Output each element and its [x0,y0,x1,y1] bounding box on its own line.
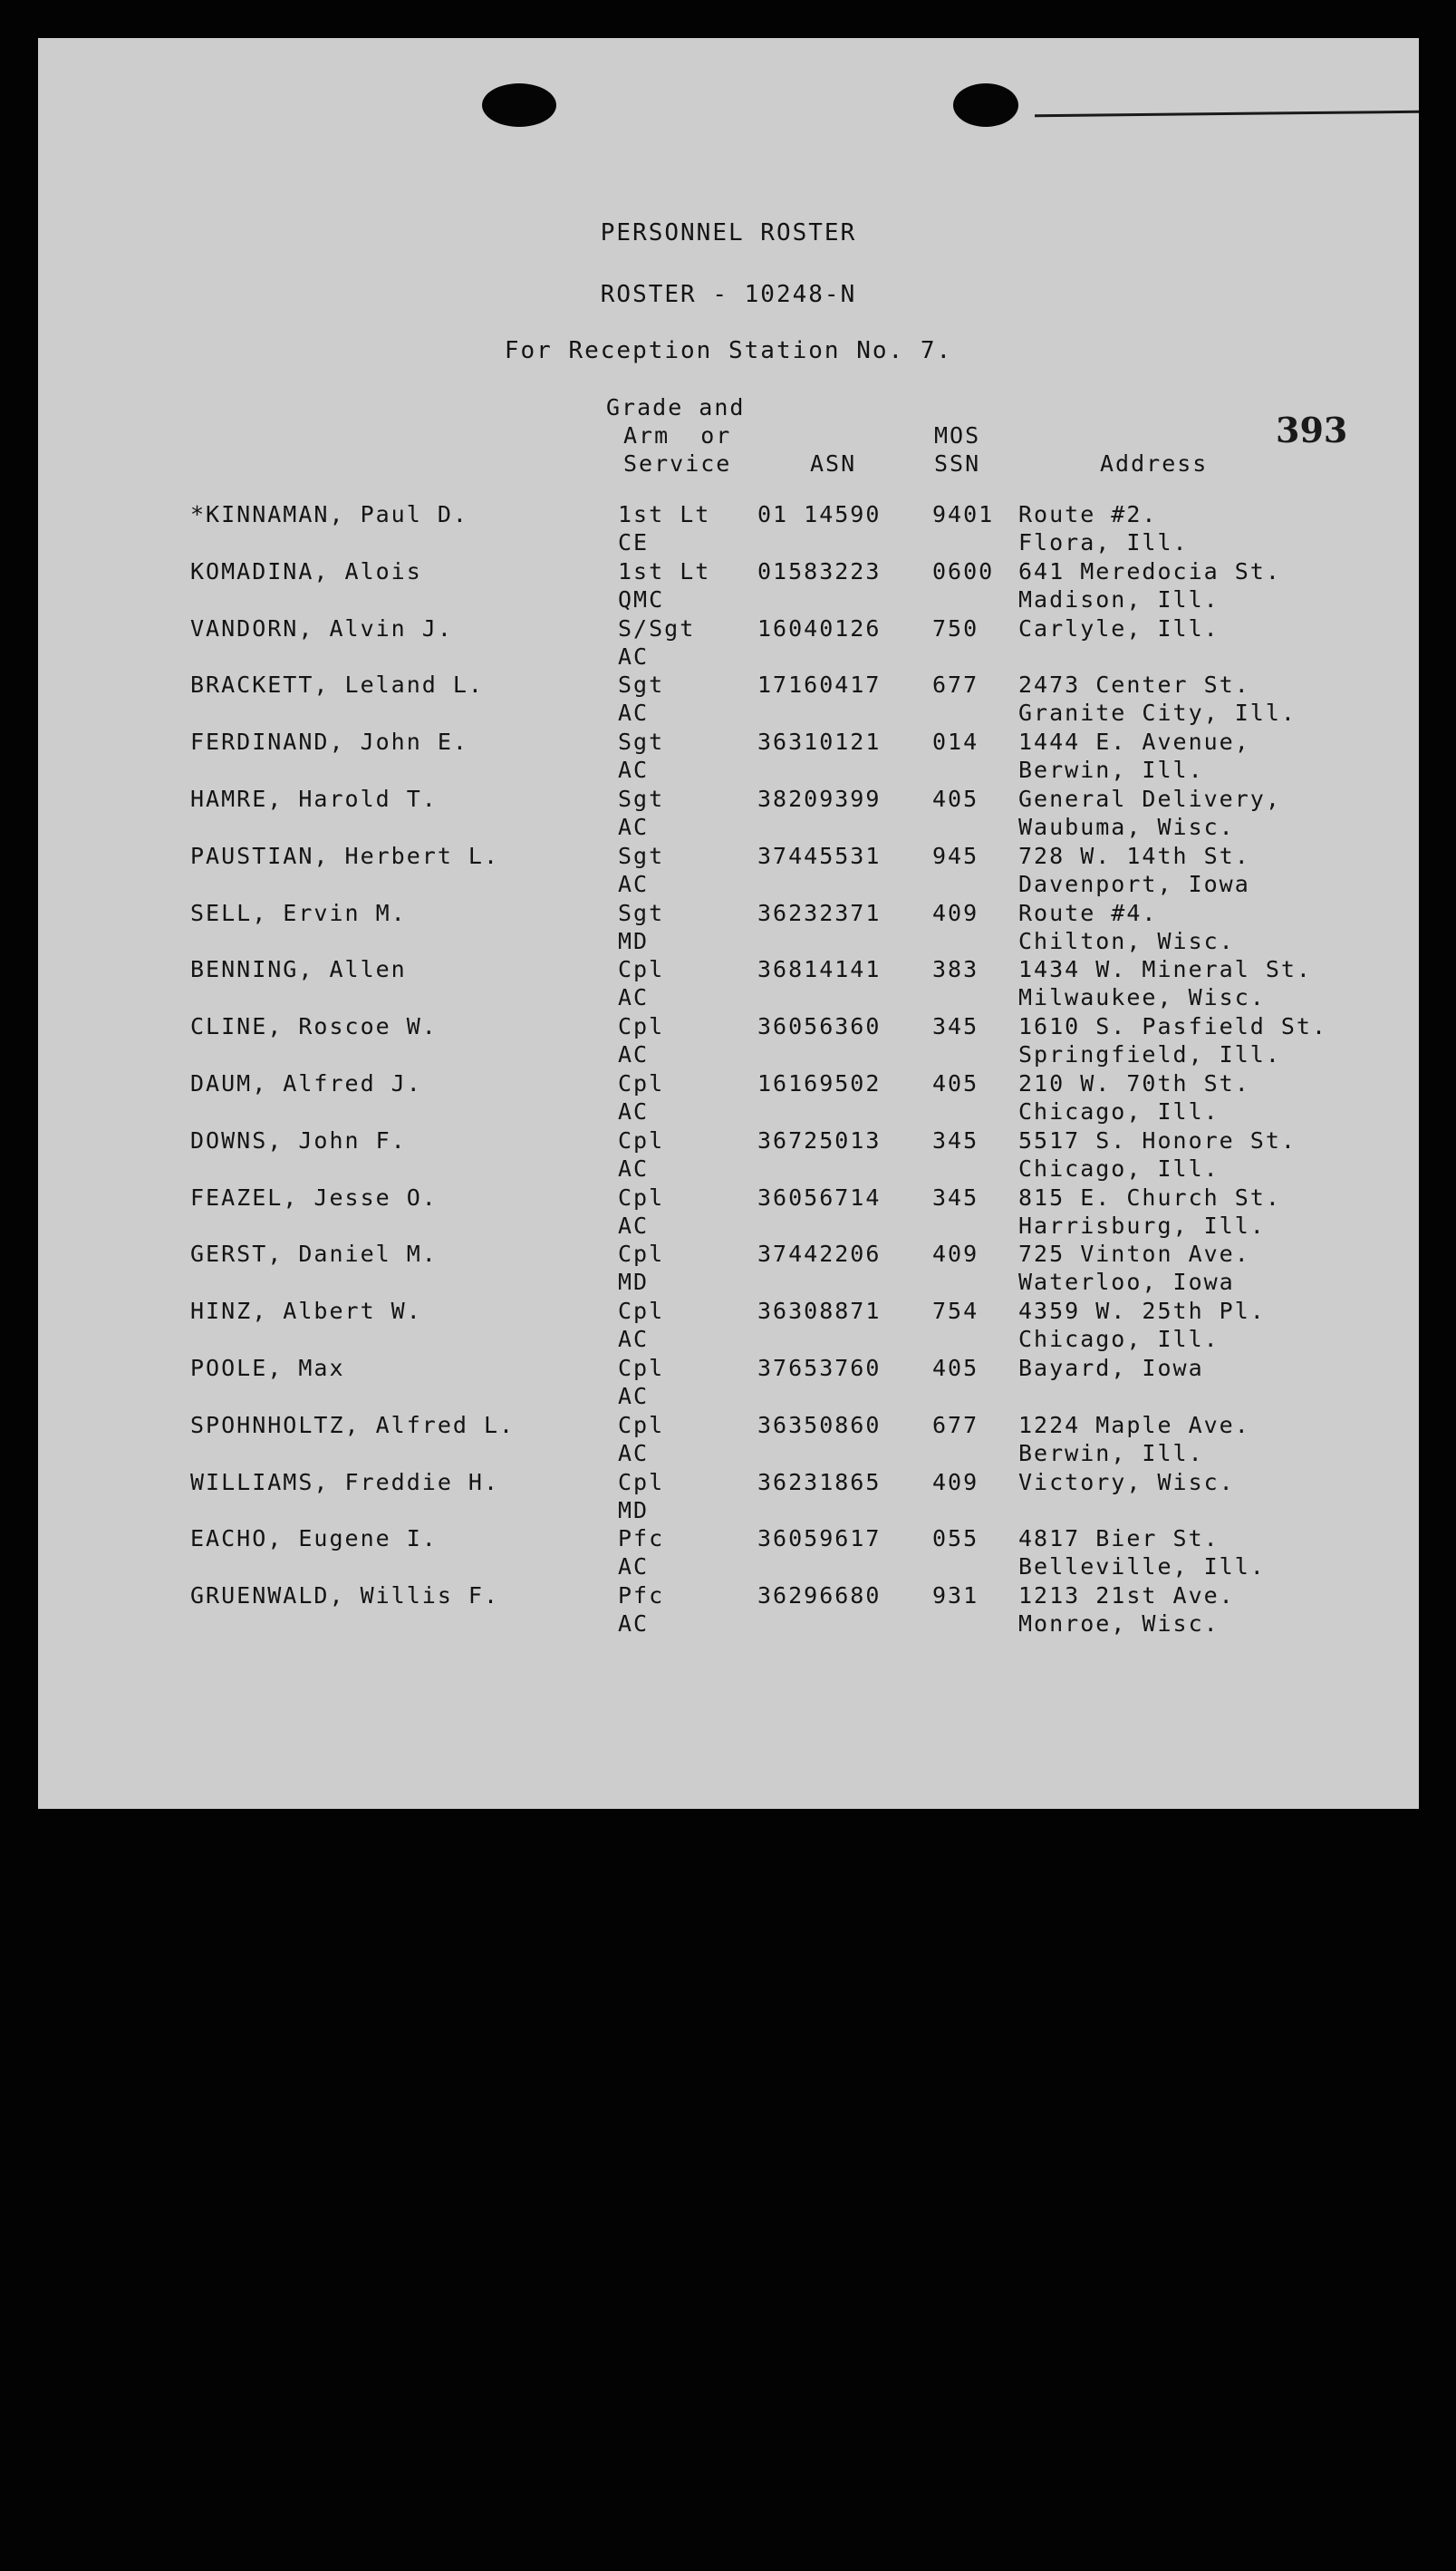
mos-cell: 409 [932,1469,979,1495]
grade-cell: Cpl [618,1298,665,1324]
header-ssn: SSN [934,450,981,477]
arm-service-cell: AC [618,1041,650,1068]
arm-service-cell: AC [618,1326,650,1352]
address-line2: Milwaukee, Wisc. [1018,984,1266,1010]
arm-service-cell: AC [618,1553,650,1580]
address-line2: Belleville, Ill. [1018,1553,1266,1580]
address-line2: Granite City, Ill. [1018,700,1297,726]
mos-cell: 677 [932,1412,979,1438]
page-number: 393 [1276,410,1348,450]
person-name: SELL, Ervin M. [190,900,407,926]
address-line1: Route #2. [1018,501,1158,527]
grade-cell: Cpl [618,1184,665,1211]
person-name: GRUENWALD, Willis F. [190,1582,500,1609]
grade-cell: Sgt [618,900,665,926]
address-line1: 728 W. 14th St. [1018,843,1250,869]
roster-row [38,899,1419,955]
address-line1: 815 E. Church St. [1018,1184,1281,1211]
address-line1: 5517 S. Honore St. [1018,1127,1297,1154]
roster-row [38,1581,1419,1638]
arm-service-cell: CE [618,529,650,556]
punch-hole-right [953,83,1018,127]
arm-service-cell: AC [618,1610,650,1637]
mos-cell: 345 [932,1013,979,1039]
address-line2: Waterloo, Iowa [1018,1269,1235,1295]
address-line2: Harrisburg, Ill. [1018,1213,1266,1239]
grade-cell: Cpl [618,1469,665,1495]
asn-cell: 37442206 [757,1241,882,1267]
asn-cell: 36725013 [757,1127,882,1154]
mos-cell: 9401 [932,501,995,527]
grade-cell: Cpl [618,1241,665,1267]
asn-cell: 36814141 [757,956,882,982]
asn-cell: 01 14590 [757,501,882,527]
mos-cell: 405 [932,1355,979,1381]
person-name: DAUM, Alfred J. [190,1070,422,1097]
arm-service-cell: AC [618,1440,650,1466]
address-line1: 1434 W. Mineral St. [1018,956,1312,982]
address-line2: Waubuma, Wisc. [1018,814,1235,840]
grade-cell: 1st Lt [618,501,711,527]
header-address: Address [1100,450,1209,477]
person-name: EACHO, Eugene I. [190,1525,438,1551]
asn-cell: 01583223 [757,558,882,585]
person-name: CLINE, Roscoe W. [190,1013,438,1039]
address-line2: Berwin, Ill. [1018,1440,1204,1466]
asn-cell: 16040126 [757,615,882,642]
roster-row [38,614,1419,671]
grade-cell: Sgt [618,729,665,755]
address-line1: 641 Meredocia St. [1018,558,1281,585]
arm-service-cell: AC [618,1213,650,1239]
person-name: PAUSTIAN, Herbert L. [190,843,500,869]
roster-row [38,1240,1419,1296]
roster-row [38,1297,1419,1353]
mos-cell: 345 [932,1127,979,1154]
address-line1: 1213 21st Ave. [1018,1582,1235,1609]
address-line1: General Delivery, [1018,786,1281,812]
punch-hole-left [482,83,556,127]
grade-cell: Cpl [618,1070,665,1097]
address-line2: Chilton, Wisc. [1018,928,1235,954]
roster-row [38,1524,1419,1580]
address-line2: Davenport, Iowa [1018,871,1250,897]
mos-cell: 055 [932,1525,979,1551]
roster-row [38,1468,1419,1524]
roster-row [38,1012,1419,1068]
asn-cell: 36350860 [757,1412,882,1438]
address-line2: Springfield, Ill. [1018,1041,1281,1068]
address-line1: 4359 W. 25th Pl. [1018,1298,1266,1324]
arm-service-cell: AC [618,1383,650,1409]
address-line2: Chicago, Ill. [1018,1326,1220,1352]
document-title: PERSONNEL ROSTER [600,219,857,246]
arm-service-cell: AC [618,1155,650,1182]
arm-service-cell: AC [618,757,650,783]
address-line2: Chicago, Ill. [1018,1098,1220,1125]
arm-service-cell: MD [618,1269,650,1295]
person-name: HAMRE, Harold T. [190,786,438,812]
person-name: BENNING, Allen [190,956,407,982]
mos-cell: 409 [932,900,979,926]
grade-cell: Cpl [618,1355,665,1381]
asn-cell: 36310121 [757,729,882,755]
roster-page [38,38,1419,1809]
arm-service-cell: AC [618,814,650,840]
arm-service-cell: AC [618,984,650,1010]
arm-service-cell: AC [618,700,650,726]
roster-row [38,728,1419,784]
roster-row [38,1354,1419,1410]
address-line1: Carlyle, Ill. [1018,615,1220,642]
address-line1: 1224 Maple Ave. [1018,1412,1250,1438]
mos-cell: 677 [932,672,979,698]
roster-row [38,1126,1419,1183]
roster-row [38,500,1419,556]
grade-cell: Cpl [618,1127,665,1154]
roster-row [38,842,1419,898]
person-name: HINZ, Albert W. [190,1298,422,1324]
person-name: WILLIAMS, Freddie H. [190,1469,500,1495]
header-grade-line2: Arm or [623,422,732,449]
address-line1: 1444 E. Avenue, [1018,729,1250,755]
person-name: *KINNAMAN, Paul D. [190,501,468,527]
address-line2: Flora, Ill. [1018,529,1189,556]
grade-cell: Pfc [618,1525,665,1551]
address-line2: Chicago, Ill. [1018,1155,1220,1182]
person-name: DOWNS, John F. [190,1127,407,1154]
asn-cell: 36059617 [757,1525,882,1551]
grade-cell: Cpl [618,956,665,982]
arm-service-cell: AC [618,1098,650,1125]
arm-service-cell: MD [618,1497,650,1523]
torn-edge-line [1035,111,1419,117]
roster-row [38,671,1419,727]
asn-cell: 36308871 [757,1298,882,1324]
mos-cell: 014 [932,729,979,755]
station-line: For Reception Station No. 7. [504,337,953,364]
roster-row [38,1069,1419,1126]
arm-service-cell: AC [618,871,650,897]
asn-cell: 17160417 [757,672,882,698]
roster-row [38,1411,1419,1467]
person-name: GERST, Daniel M. [190,1241,438,1267]
roster-row [38,1184,1419,1240]
person-name: SPOHNHOLTZ, Alfred L. [190,1412,516,1438]
grade-cell: Cpl [618,1412,665,1438]
asn-cell: 37445531 [757,843,882,869]
address-line2: Madison, Ill. [1018,586,1220,613]
asn-cell: 36232371 [757,900,882,926]
person-name: VANDORN, Alvin J. [190,615,453,642]
address-line2: Berwin, Ill. [1018,757,1204,783]
address-line1: Victory, Wisc. [1018,1469,1235,1495]
grade-cell: Sgt [618,672,665,698]
mos-cell: 750 [932,615,979,642]
roster-row [38,785,1419,841]
grade-cell: Sgt [618,843,665,869]
person-name: FEAZEL, Jesse O. [190,1184,438,1211]
header-mos: MOS [934,422,981,449]
address-line1: 725 Vinton Ave. [1018,1241,1250,1267]
arm-service-cell: MD [618,928,650,954]
mos-cell: 931 [932,1582,979,1609]
roster-number: ROSTER - 10248-N [600,281,857,308]
asn-cell: 36056714 [757,1184,882,1211]
arm-service-cell: AC [618,643,650,670]
asn-cell: 36056360 [757,1013,882,1039]
grade-cell: Sgt [618,786,665,812]
asn-cell: 38209399 [757,786,882,812]
mos-cell: 409 [932,1241,979,1267]
grade-cell: S/Sgt [618,615,696,642]
asn-cell: 36296680 [757,1582,882,1609]
roster-row [38,955,1419,1011]
address-line2: Monroe, Wisc. [1018,1610,1220,1637]
mos-cell: 405 [932,1070,979,1097]
address-line1: Route #4. [1018,900,1158,926]
arm-service-cell: QMC [618,586,665,613]
person-name: BRACKETT, Leland L. [190,672,484,698]
person-name: POOLE, Max [190,1355,345,1381]
address-line1: 1610 S. Pasfield St. [1018,1013,1328,1039]
address-line1: Bayard, Iowa [1018,1355,1204,1381]
header-grade-line3: Service [623,450,732,477]
mos-cell: 754 [932,1298,979,1324]
person-name: FERDINAND, John E. [190,729,468,755]
grade-cell: 1st Lt [618,558,711,585]
mos-cell: 945 [932,843,979,869]
mos-cell: 345 [932,1184,979,1211]
address-line1: 4817 Bier St. [1018,1525,1220,1551]
address-line1: 210 W. 70th St. [1018,1070,1250,1097]
address-line1: 2473 Center St. [1018,672,1250,698]
mos-cell: 0600 [932,558,995,585]
mos-cell: 383 [932,956,979,982]
roster-row [38,557,1419,614]
person-name: KOMADINA, Alois [190,558,422,585]
asn-cell: 37653760 [757,1355,882,1381]
mos-cell: 405 [932,786,979,812]
grade-cell: Pfc [618,1582,665,1609]
asn-cell: 36231865 [757,1469,882,1495]
grade-cell: Cpl [618,1013,665,1039]
header-grade-line1: Grade and [606,394,746,420]
header-asn: ASN [810,450,857,477]
asn-cell: 16169502 [757,1070,882,1097]
